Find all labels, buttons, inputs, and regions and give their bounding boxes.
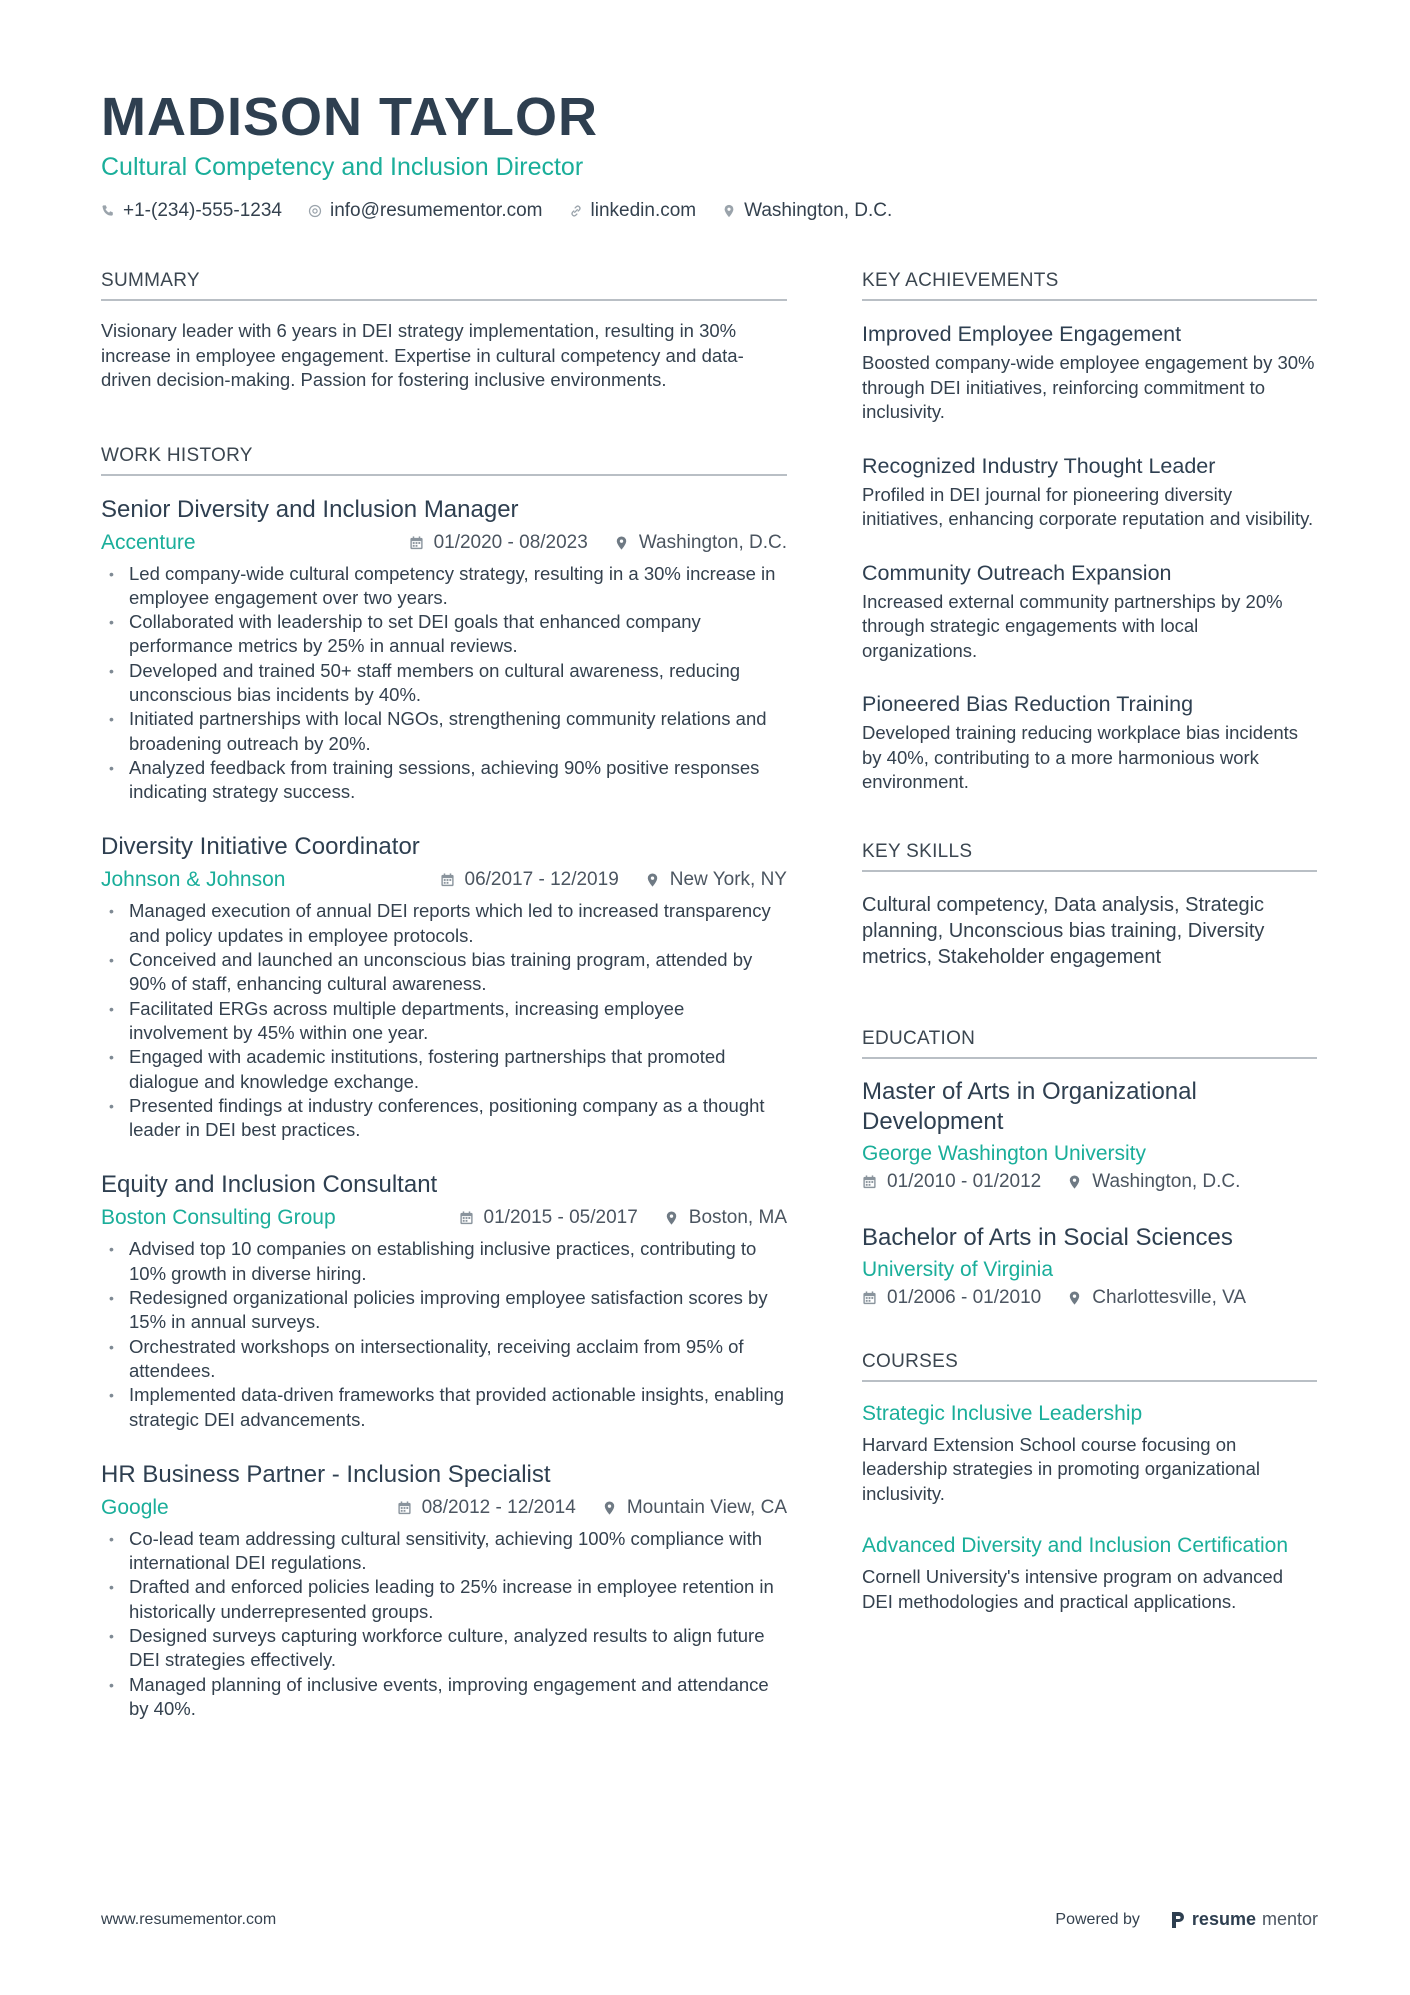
job-bullet: • Co-lead team addressing cultural sensitivity, achieving 100% compliance with international DEI regulations. xyxy=(101,1527,787,1576)
job-location-text: Washington, D.C. xyxy=(638,531,787,553)
resume-header xyxy=(101,84,1321,222)
education-dates xyxy=(862,1287,1041,1309)
course-title: Advanced Diversity and Inclusion Certification xyxy=(862,1534,1289,1557)
job-bullet: • Implemented data-driven frameworks that provided actionable insights, enabling strategic DEI advancements. xyxy=(101,1383,787,1432)
achievements-section xyxy=(862,268,1317,795)
job-dates xyxy=(409,532,588,554)
skills-text: Cultural competency, Data analysis, Strategic planning, Unconscious bias training, Diversity metrics, Stakeholder engagement xyxy=(862,893,1265,968)
jobs-list xyxy=(101,494,787,1722)
map-pin-icon xyxy=(645,872,660,888)
education-degree: Master of Arts in Organizational Development xyxy=(862,1077,1197,1135)
courses-list xyxy=(862,1400,1317,1615)
map-pin-icon xyxy=(602,1500,617,1516)
achievement-text: Profiled in DEI journal for pioneering diversity initiatives, enhancing corporate reputation and visibility. xyxy=(862,483,1314,529)
achievement-item xyxy=(862,689,1317,795)
phone-text: +1-(234)-555-1234 xyxy=(123,200,282,221)
job-meta xyxy=(101,1493,787,1523)
job-entry xyxy=(101,494,787,805)
job-dates xyxy=(397,1497,576,1519)
education-item xyxy=(862,1223,1317,1309)
summary-text: Visionary leader with 6 years in DEI strategy implementation, resulting in 30% increase in employee engagement. Expertise in cultural competency and data-driven decision-making. Passion for fostering inclusive environments. xyxy=(101,320,744,390)
summary-heading: SUMMARY xyxy=(101,268,787,301)
education-dates-text: 01/2010 - 01/2012 xyxy=(887,1170,1042,1192)
candidate-role: Cultural Competency and Inclusion Director xyxy=(101,153,584,181)
achievement-item xyxy=(862,558,1317,664)
job-bullet: • Orchestrated workshops on intersectionality, receiving acclaim from 95% of attendees. xyxy=(101,1335,787,1384)
job-meta xyxy=(101,1203,787,1233)
education-section xyxy=(862,1026,1317,1309)
job-bullet: • Presented findings at industry conferences, positioning company as a thought leader in DEI best practices. xyxy=(101,1094,787,1143)
job-bullet: • Initiated partnerships with local NGOs, strengthening community relations and broadening outreach by 20%. xyxy=(101,707,787,756)
contact-email[interactable] xyxy=(308,200,543,222)
education-item xyxy=(862,1077,1317,1193)
achievement-title: Community Outreach Expansion xyxy=(862,560,1172,585)
achievement-item xyxy=(862,451,1317,532)
link-icon xyxy=(569,204,583,218)
at-icon xyxy=(308,204,322,218)
job-company: Boston Consulting Group xyxy=(101,1206,336,1230)
job-bullet: • Designed surveys capturing workforce culture, analyzed results to align future DEI strategies effectively. xyxy=(101,1624,787,1673)
education-meta xyxy=(862,1287,1317,1309)
job-meta-details xyxy=(440,869,787,891)
job-bullet: • Facilitated ERGs across multiple departments, increasing employee involvement by 45% within one year. xyxy=(101,997,787,1046)
job-bullet: • Analyzed feedback from training sessions, achieving 90% positive responses indicating strategy success. xyxy=(101,756,787,805)
brand-name-bold: resume xyxy=(1191,1909,1256,1929)
job-bullet: • Advised top 10 companies on establishing inclusive practices, contributing to 10% growth in diverse hiring. xyxy=(101,1237,787,1286)
education-heading: EDUCATION xyxy=(862,1026,1317,1059)
job-company: Johnson & Johnson xyxy=(101,868,286,892)
job-bullet: • Redesigned organizational policies improving employee satisfaction scores by 15% in annual surveys. xyxy=(101,1286,787,1335)
skills-section xyxy=(862,839,1317,970)
education-list xyxy=(862,1077,1317,1309)
summary-section xyxy=(101,268,787,393)
courses-section xyxy=(862,1349,1317,1615)
contact-phone xyxy=(101,200,282,222)
achievement-text: Increased external community partnerships by 20% through strategic engagements with local organizations. xyxy=(862,590,1283,661)
map-pin-icon xyxy=(722,204,736,218)
map-pin-icon xyxy=(1067,1174,1082,1190)
achievement-title: Recognized Industry Thought Leader xyxy=(862,453,1216,478)
job-bullets xyxy=(101,562,787,805)
map-pin-icon xyxy=(1067,1290,1082,1306)
job-dates-text: 06/2017 - 12/2019 xyxy=(464,869,619,891)
work-history-section xyxy=(101,443,787,1722)
job-company: Accenture xyxy=(101,530,196,554)
course-item xyxy=(862,1400,1317,1507)
education-meta xyxy=(862,1171,1317,1193)
job-meta-details xyxy=(459,1207,787,1229)
job-meta-details xyxy=(397,1497,787,1519)
job-entry xyxy=(101,1169,787,1431)
location-text: Washington, D.C. xyxy=(744,200,893,221)
courses-heading: COURSES xyxy=(862,1349,1317,1382)
job-dates xyxy=(440,869,619,891)
achievements-heading: KEY ACHIEVEMENTS xyxy=(862,268,1317,301)
left-column xyxy=(101,268,787,1767)
job-location-text: New York, NY xyxy=(669,869,787,891)
job-entry xyxy=(101,831,787,1142)
brand-logo[interactable] xyxy=(1170,1909,1318,1930)
right-column xyxy=(862,268,1317,1660)
contact-row xyxy=(101,200,1321,222)
brand-logo-icon xyxy=(1170,1910,1186,1930)
footer-url[interactable]: www.resumementor.com xyxy=(101,1910,277,1928)
education-location-text: Charlottesville, VA xyxy=(1092,1286,1247,1308)
powered-by-text: Powered by xyxy=(1055,1910,1140,1928)
education-school: University of Virginia xyxy=(862,1257,1054,1281)
course-item xyxy=(862,1532,1317,1614)
email-text: info@resumementor.com xyxy=(329,200,543,221)
job-title: Senior Diversity and Inclusion Manager xyxy=(101,495,519,523)
calendar-icon xyxy=(862,1290,877,1306)
calendar-icon xyxy=(440,872,455,888)
job-location xyxy=(614,532,787,554)
job-bullets xyxy=(101,899,787,1142)
job-bullet: • Managed execution of annual DEI reports which led to increased transparency and policy updates in employee protocols. xyxy=(101,899,787,948)
job-location xyxy=(602,1497,787,1519)
job-bullets xyxy=(101,1237,787,1431)
job-entry xyxy=(101,1459,787,1721)
job-meta xyxy=(101,528,787,558)
skills-heading: KEY SKILLS xyxy=(862,839,1317,872)
job-bullet: • Led company-wide cultural competency strategy, resulting in a 30% increase in employee engagement over two years. xyxy=(101,562,787,611)
brand-name-light: mentor xyxy=(1261,1909,1318,1929)
contact-linkedin[interactable] xyxy=(569,200,697,222)
job-bullet: • Drafted and enforced policies leading to 25% increase in employee retention in historically underrepresented groups. xyxy=(101,1575,787,1624)
achievements-list xyxy=(862,319,1317,795)
map-pin-icon xyxy=(614,535,629,551)
candidate-name: MADISON TAYLOR xyxy=(101,87,599,147)
job-bullet: • Engaged with academic institutions, fostering partnerships that promoted dialogue and knowledge exchange. xyxy=(101,1045,787,1094)
calendar-icon xyxy=(397,1500,412,1516)
education-location xyxy=(1067,1287,1246,1309)
job-bullet: • Developed and trained 50+ staff members on cultural awareness, reducing unconscious bias incidents by 40%. xyxy=(101,659,787,708)
job-dates-text: 01/2020 - 08/2023 xyxy=(433,531,588,553)
education-degree: Bachelor of Arts in Social Sciences xyxy=(862,1223,1233,1251)
calendar-icon xyxy=(862,1174,877,1190)
job-bullet: • Collaborated with leadership to set DEI goals that enhanced company performance metrics by 25% in annual reviews. xyxy=(101,610,787,659)
achievement-item xyxy=(862,319,1317,425)
page-footer xyxy=(101,1909,1318,1930)
education-school: George Washington University xyxy=(862,1141,1147,1165)
contact-location xyxy=(722,200,892,222)
job-meta xyxy=(101,865,787,895)
job-bullet: • Managed planning of inclusive events, improving engagement and attendance by 40%. xyxy=(101,1673,787,1722)
footer-brand-area xyxy=(1055,1909,1318,1930)
job-dates xyxy=(459,1207,638,1229)
job-location xyxy=(645,869,787,891)
job-dates-text: 01/2015 - 05/2017 xyxy=(483,1207,638,1229)
job-title: Diversity Initiative Coordinator xyxy=(101,833,420,861)
achievement-title: Improved Employee Engagement xyxy=(862,322,1182,346)
job-location xyxy=(664,1207,787,1229)
job-location-text: Boston, MA xyxy=(688,1207,787,1229)
course-text: Harvard Extension School course focusing on leadership strategies in promoting organizational inclusivity. xyxy=(862,1433,1260,1504)
achievement-text: Boosted company-wide employee engagement by 30% through DEI initiatives, reinforcing commitment to inclusivity. xyxy=(862,352,1315,422)
linkedin-text: linkedin.com xyxy=(590,200,697,221)
education-location xyxy=(1067,1171,1240,1193)
achievement-text: Developed training reducing workplace bias incidents by 40%, contributing to a more harmonious work environment. xyxy=(862,722,1299,792)
education-location-text: Washington, D.C. xyxy=(1092,1170,1241,1192)
phone-icon xyxy=(101,204,115,218)
education-dates-text: 01/2006 - 01/2010 xyxy=(887,1286,1042,1308)
course-text: Cornell University's intensive program on advanced DEI methodologies and practical applications. xyxy=(862,1566,1284,1612)
course-title: Strategic Inclusive Leadership xyxy=(862,1401,1143,1425)
job-bullets xyxy=(101,1527,787,1721)
job-dates-text: 08/2012 - 12/2014 xyxy=(421,1496,576,1518)
job-location-text: Mountain View, CA xyxy=(626,1496,787,1518)
education-dates xyxy=(862,1171,1041,1193)
work-history-heading: WORK HISTORY xyxy=(101,443,787,476)
job-bullet: • Conceived and launched an unconscious bias training program, attended by 90% of staff, enhancing cultural awareness. xyxy=(101,948,787,997)
job-meta-details xyxy=(409,532,787,554)
calendar-icon xyxy=(459,1210,474,1226)
calendar-icon xyxy=(409,535,424,551)
job-title: Equity and Inclusion Consultant xyxy=(101,1171,438,1199)
achievement-title: Pioneered Bias Reduction Training xyxy=(862,692,1194,716)
job-company: Google xyxy=(101,1495,169,1519)
map-pin-icon xyxy=(664,1210,679,1226)
job-title: HR Business Partner - Inclusion Specialist xyxy=(101,1460,551,1488)
